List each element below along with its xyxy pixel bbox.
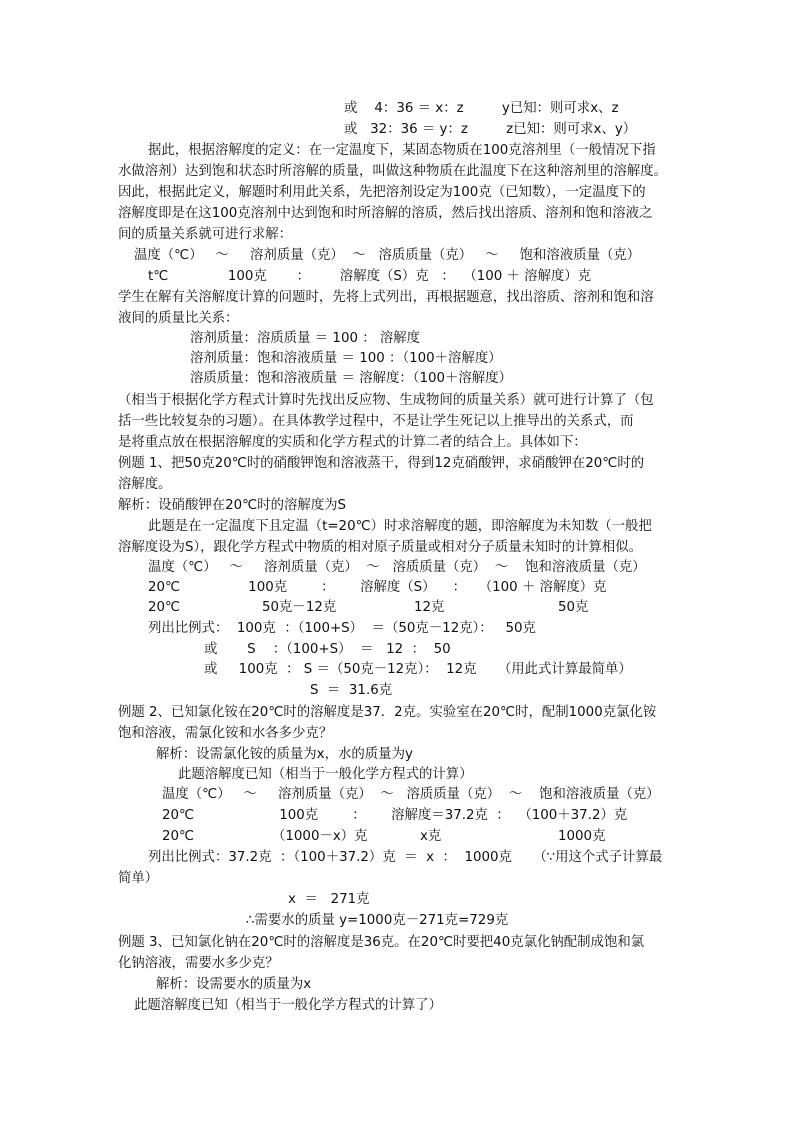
text-line: 溶解度即是在这100克溶剂中达到饱和时所溶解的溶质，然后找出溶质、溶剂和饱和溶液之 xyxy=(118,206,653,221)
text-line: 溶剂质量：溶质质量 ＝ 100 ： 溶解度 xyxy=(190,331,421,346)
text-line: 12克 xyxy=(414,600,445,615)
text-line: 温度（℃） ～ 溶剂质量（克） ～ 溶质质量（克） ～ 饱和溶液质量（克） xyxy=(134,248,641,263)
text-line: 20℃ xyxy=(148,600,181,615)
text-line: x ＝ 271克 xyxy=(288,892,370,907)
text-line: 20℃ 100克 ： 溶解度＝37.2克 ： （100＋37.2）克 xyxy=(162,808,628,823)
text-line: 水做溶剂）达到饱和状态时所溶解的质量，叫做这种物质在此温度下在这种溶剂里的溶解度。 xyxy=(118,164,668,179)
text-line: 液间的质量比关系： xyxy=(118,311,239,326)
text-line: 据此，根据溶解度的定义：在一定温度下，某固态物质在100克溶剂里（一般情况下指 xyxy=(148,143,656,158)
text-line: （相当于根据化学方程式计算时先找出反应物、生成物间的质量关系）就可进行计算了（包 xyxy=(118,393,654,408)
text-line: 溶剂质量：饱和溶液质量 ＝ 100 ：（100＋溶解度） xyxy=(190,351,502,366)
text-line: ∴需要水的质量 y=1000克－271克=729克 xyxy=(246,913,509,928)
text-line: 或 100克 ： S ＝（50克－12克）： 12克 （用此式计算最简单） xyxy=(204,662,632,677)
text-line: 解析：设需氯化铵的质量为x，水的质量为y xyxy=(156,747,413,762)
text-line: 解析：设需要水的质量为x xyxy=(156,977,312,992)
text-line: 是将重点放在根据溶解度的实质和化学方程式的计算二者的结合上。具体如下： xyxy=(118,435,587,450)
text-line: 例题 2、已知氯化铵在20℃时的溶解度是37．2克。实验室在20℃时，配制1000克氯化铵 xyxy=(118,705,657,720)
text-line: 化钠溶液，需要水多少克？ xyxy=(118,956,279,971)
text-line: （1000－x）克 xyxy=(272,829,368,844)
text-line: 50克 xyxy=(558,600,589,615)
text-line: 50克－12克 xyxy=(262,600,337,615)
text-line: 间的质量关系就可进行求解： xyxy=(118,227,293,242)
text-line: 1000克 xyxy=(558,829,606,844)
text-line: x克 xyxy=(420,829,442,844)
text-line: 20℃ xyxy=(162,829,195,844)
text-line: 饱和溶液，需氯化铵和水各多少克？ xyxy=(118,726,333,741)
text-line: 溶解度。 xyxy=(118,477,172,492)
text-line: 列出比例式：37.2克 ：（100＋37.2）克 ＝ x ： 1000克 （∵用这个式子计算最 xyxy=(148,850,663,865)
text-line: 温度（℃） ～ 溶剂质量（克） ～ 溶质质量（克） ～ 饱和溶液质量（克） xyxy=(162,787,660,802)
text-line: 因此，根据此定义，解题时利用此关系，先把溶剂设定为100克（已知数），一定温度下的 xyxy=(118,185,646,200)
text-line: 列出比例式： 100克 ：（100+S） ＝（50克－12克）： 50克 xyxy=(148,621,536,636)
text-line: 学生在解有关溶解度计算的问题时，先将上式列出，再根据题意，找出溶质、溶剂和饱和溶 xyxy=(118,290,654,305)
text-line: t℃ 100克 ： 溶解度（S）克 ： （100 ＋ 溶解度）克 xyxy=(148,269,592,284)
text-line: 此题是在一定温度下且定温（t=20℃）时求溶解度的题，即溶解度为未知数（一般把 xyxy=(148,519,652,534)
text-line: 溶解度设为S），跟化学方程式中物质的相对原子质量或相对分子质量未知时的计算相似。 xyxy=(118,540,643,555)
text-line: 例题 1、把50克20℃时的硝酸钾饱和溶液蒸干，得到12克硝酸钾，求硝酸钾在20℃时的 xyxy=(118,456,645,471)
text-line: 溶质质量：饱和溶液质量 ＝ 溶解度：（100＋溶解度） xyxy=(190,371,512,386)
text-line: 或 4：36 ＝ x：z y已知：则可求x、z xyxy=(344,101,619,116)
text-line: 此题溶解度已知（相当于一般化学方程式的计算） xyxy=(178,767,473,782)
text-line: 20℃ 100克 ： 溶解度（S） ： （100 ＋ 溶解度）克 xyxy=(148,580,607,595)
text-line: 或 S ：（100+S） ＝ 12 ： 50 xyxy=(204,642,451,657)
text-line: 此题溶解度已知（相当于一般化学方程式的计算了） xyxy=(134,998,442,1013)
text-line: 温度（℃） ～ 溶剂质量（克） ～ 溶质质量（克） ～ 饱和溶液质量（克） xyxy=(148,560,646,575)
text-line: 例题 3、已知氯化钠在20℃时的溶解度是36克。在20℃时要把40克氯化钠配制成饱和氯 xyxy=(118,935,645,950)
text-line: 括一些比较复杂的习题）。在具体教学过程中，不是让学生死记以上推导出的关系式，而 xyxy=(118,414,634,429)
text-line: S ＝ 31.6克 xyxy=(310,683,393,698)
text-line: 或 32：36 ＝ y：z z已知：则可求x、y） xyxy=(344,122,637,137)
text-line: 解析：设硝酸钾在20℃时的溶解度为S xyxy=(118,498,347,513)
text-line: 简单） xyxy=(118,871,159,886)
